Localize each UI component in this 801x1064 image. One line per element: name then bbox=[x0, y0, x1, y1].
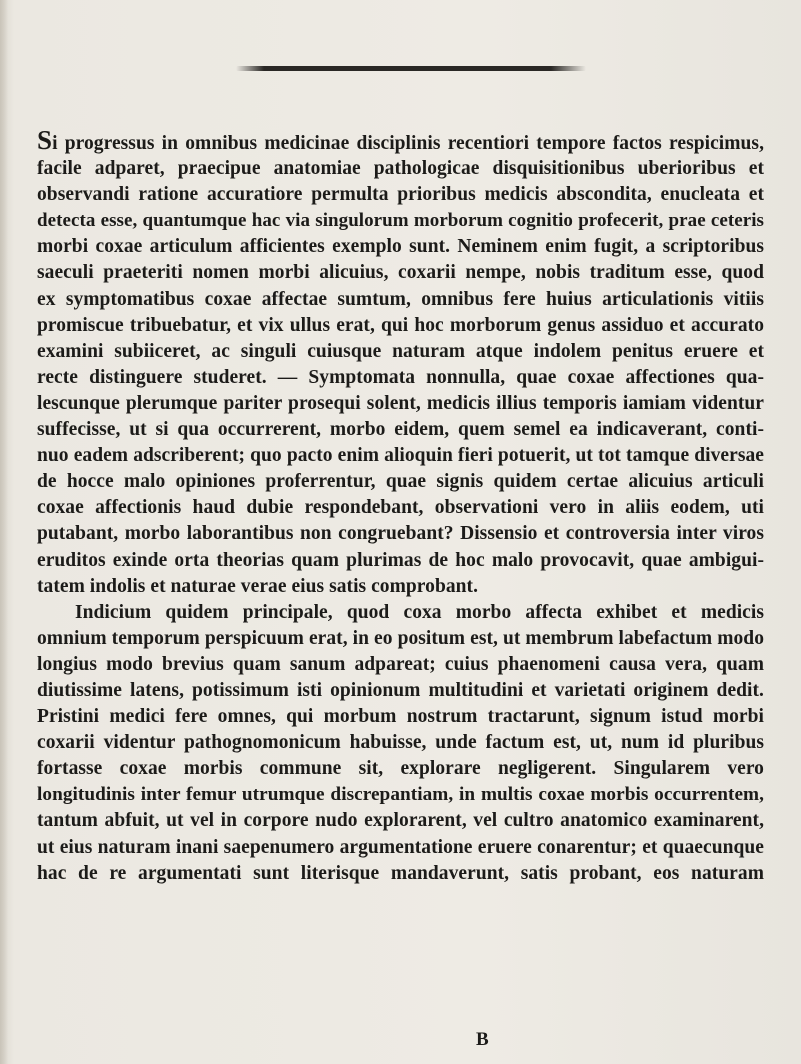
text-line: detecta esse, quantumque hac via singulorum morborum cognitio profecerit, prae ceteris bbox=[37, 210, 764, 232]
body-text bbox=[37, 125, 764, 887]
text-line: examini subiiceret, ac singuli cuiusque naturam atque indolem penitus eruere et bbox=[37, 340, 764, 362]
text-line: longitudinis inter femur utrumque discrepantiam, in multis coxae morbis occurrentem, bbox=[37, 784, 764, 806]
page-edge-shadow bbox=[0, 0, 8, 1064]
text-line: promiscue tribuebatur, et vix ullus erat, qui hoc morborum genus assiduo et accurato bbox=[37, 314, 764, 336]
text-line: Si progressus in omnibus medicinae disciplinis recentiori tempore factos respicimus, bbox=[37, 125, 764, 155]
text-line: de hocce malo opiniones proferrentur, quae signis quidem certae alicuius articuli bbox=[37, 471, 764, 493]
text-line: suffecisse, ut si qua occurrerent, morbo eidem, quem semel ea indicaverant, conti- bbox=[37, 419, 764, 441]
text-line: recte distinguere studeret. — Symptomata nonnulla, quae coxae affectiones qua- bbox=[37, 366, 764, 388]
text-line: morbi coxae articulum afficientes exemplo sunt. Neminem enim fugit, a scriptoribus bbox=[37, 236, 764, 258]
text-line: fortasse coxae morbis commune sit, explorare negligerent. Singularem vero bbox=[37, 758, 764, 780]
text-line: facile adparet, praecipue anatomiae pathologicae disquisitionibus uberioribus et bbox=[37, 158, 764, 180]
text-line: tantum abfuit, ut vel in corpore nudo explorarent, vel cultro anatomico examinarent, bbox=[37, 810, 764, 832]
text-line: omnium temporum perspicuum erat, in eo positum est, ut membrum labefactum modo bbox=[37, 627, 764, 649]
text-line: lescunque plerumque pariter prosequi solent, medicis illius temporis iamiam videntur bbox=[37, 392, 764, 414]
text-line: longius modo brevius quam sanum adpareat; cuius phaenomeni causa vera, quam bbox=[37, 653, 764, 675]
text-line: hac de re argumentati sunt literisque mandaverunt, satis probant, eos naturam bbox=[37, 862, 764, 884]
text-line: coxae affectionis haud dubie respondebant, observationi vero in aliis eodem, uti bbox=[37, 497, 764, 519]
text-line: diutissime latens, potissimum isti opinionum multitudini et varietati originem dedit. bbox=[37, 679, 764, 701]
text-line: ex symptomatibus coxae affectae sumtum, omnibus fere huius articulationis vitiis bbox=[37, 288, 764, 310]
top-rule bbox=[236, 66, 586, 71]
text-line: saeculi praeteriti nomen morbi alicuius, coxarii nempe, nobis traditum esse, quod bbox=[37, 262, 764, 284]
text-line: ut eius naturam inani saepenumero argumentatione eruere conarentur; et quaecunque bbox=[37, 836, 764, 858]
text-line: Indicium quidem principale, quod coxa morbo affecta exhibet et medicis bbox=[75, 601, 764, 623]
text-line: tatem indolis et naturae verae eius satis comprobant. bbox=[37, 575, 478, 597]
text-line: Pristini medici fere omnes, qui morbum nostrum tractarunt, signum istud morbi bbox=[37, 706, 764, 728]
text-line: putabant, morbo laborantibus non congruebant? Dissensio et controversia inter viros bbox=[37, 523, 764, 545]
drop-cap: S bbox=[37, 125, 53, 155]
text-line: nuo eadem adscriberent; quo pacto enim alioquin fieri potuerit, ut tot tamque diversae bbox=[37, 445, 764, 467]
text-line: observandi ratione accuratiore permulta prioribus medicis abscondita, enucleata et bbox=[37, 184, 764, 206]
signature-mark: B bbox=[476, 1029, 489, 1050]
text-line: coxarii videntur pathognomonicum habuisse, unde factum est, ut, num id pluribus bbox=[37, 732, 764, 754]
text-line: eruditos exinde orta theorias quam plurimas de hoc malo provocavit, quae ambigui- bbox=[37, 549, 764, 571]
